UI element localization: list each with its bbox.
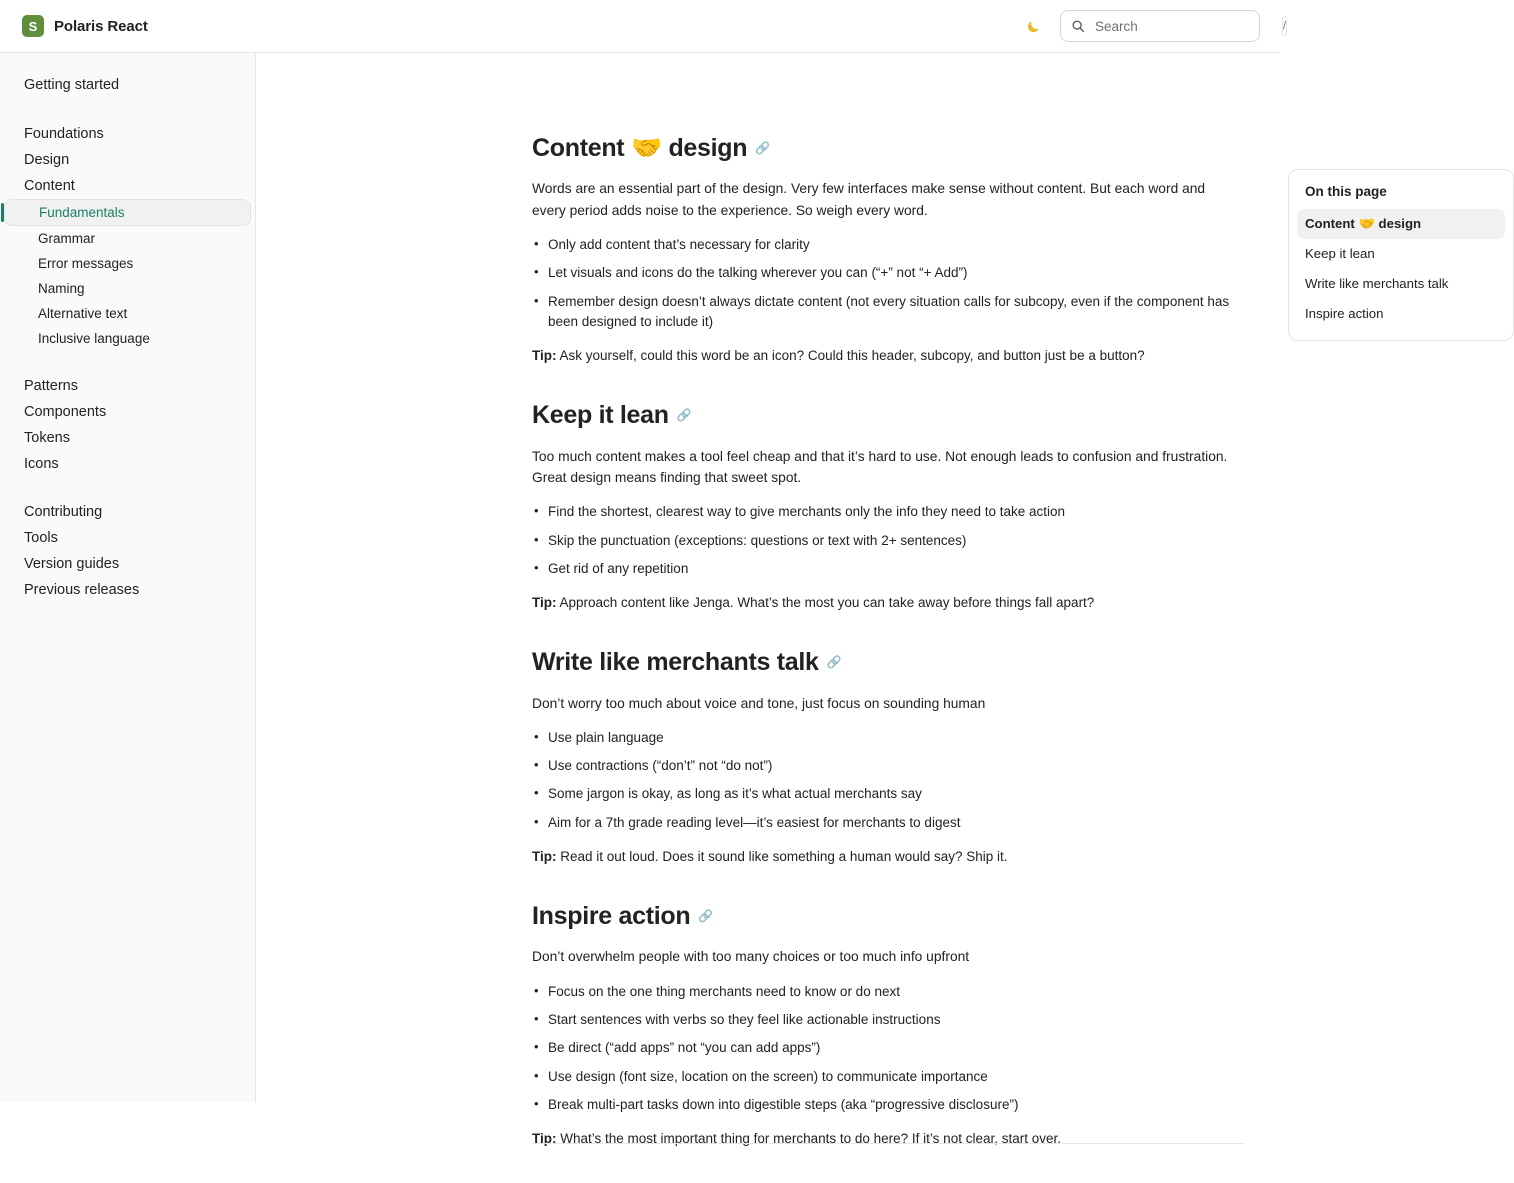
section-heading-text: Content 🤝 design: [532, 134, 748, 162]
top-bar-actions: [1020, 10, 1287, 42]
on-this-page-title: On this page: [1305, 184, 1387, 199]
tip-line: [532, 1129, 1242, 1149]
scrolled-text-fragment: [532, 93, 1242, 111]
sidebar-item-getting-started[interactable]: Getting started: [24, 77, 120, 93]
list-item: • Be direct (“add apps” not “you can add apps”): [534, 1038, 1234, 1058]
list-item: • Focus on the one thing merchants need to know or do next: [534, 982, 1234, 1002]
sidebar-item-foundations[interactable]: Foundations: [24, 126, 104, 142]
sidebar-item-previous-releases[interactable]: Previous releases: [24, 582, 140, 598]
section-intro: Words are an essential part of the design. Very few interfaces make sense without content. But each word and every period adds noise to the experience. So weigh every word.: [532, 181, 1206, 218]
page-title: [532, 133, 1242, 164]
sidebar: [0, 53, 256, 1102]
anchor-link-icon[interactable]: 🔗: [698, 909, 713, 924]
anchor-link-icon[interactable]: 🔗: [755, 141, 770, 156]
bullet-list: [532, 728, 1242, 833]
sidebar-item-label: Fundamentals: [39, 205, 125, 220]
shopify-logo-icon: [22, 15, 44, 37]
toc-item-write-like-merchants-talk[interactable]: Write like merchants talk: [1305, 275, 1449, 291]
tip-label: Tip:: [532, 848, 557, 864]
sidebar-spacer-2: [0, 351, 255, 373]
bullet-list: [532, 502, 1242, 579]
sidebar-item-patterns[interactable]: Patterns: [24, 378, 78, 394]
bullet-list: [532, 982, 1242, 1115]
search-input[interactable]: [1093, 18, 1274, 35]
anchor-link-icon[interactable]: 🔗: [676, 408, 692, 423]
section-heading: [532, 400, 1242, 431]
sidebar-item-design[interactable]: Design: [24, 152, 70, 168]
tip-text: Ask yourself, could this word be an icon? Could this header, subcopy, and button just be a button?: [556, 348, 1145, 363]
list-item: • Skip the punctuation (exceptions: questions or text with 2+ sentences): [534, 531, 1234, 551]
tip-label: Tip:: [532, 1131, 557, 1146]
brand-mark: S: [28, 18, 38, 34]
section-heading: [532, 901, 1242, 932]
search-box[interactable]: [1060, 10, 1287, 42]
tip-line: [532, 593, 1242, 613]
section-inspire-action: [532, 901, 1242, 1149]
article: [532, 53, 1242, 1183]
search-shortcut-key: /: [1282, 16, 1287, 36]
sidebar-item-icons[interactable]: Icons: [24, 456, 59, 472]
sidebar-item-tokens[interactable]: Tokens: [24, 430, 70, 446]
moon-icon[interactable]: [1020, 13, 1046, 39]
section-heading-text: Write like merchants talk: [532, 648, 819, 677]
list-item: • Aim for a 7th grade reading level—it’s easiest for merchants to digest: [534, 813, 1234, 833]
sidebar-spacer-3: [0, 477, 255, 499]
sidebar-item-version-guides[interactable]: Version guides: [24, 556, 120, 572]
anchor-link-icon[interactable]: 🔗: [826, 655, 842, 670]
section-heading: [532, 647, 1242, 678]
sidebar-spacer-1: [0, 99, 255, 121]
list-item: • Some jargon is okay, as long as it’s what actual merchants say: [534, 784, 1234, 804]
brand-name: Polaris React: [54, 17, 148, 35]
tip-label: Tip:: [532, 348, 557, 363]
list-item: • Use plain language: [534, 728, 1234, 748]
tip-text: Read it out loud. Does it sound like something a human would say? Ship it.: [556, 848, 1008, 864]
sidebar-item-inclusive-language[interactable]: Inclusive language: [38, 331, 150, 346]
section-intro: Don’t worry too much about voice and tone, just focus on sounding human: [532, 695, 986, 711]
section-intro: Too much content makes a tool feel cheap and that it’s hard to use. Not enough leads to confusion and frustration. Great design means finding that sweet spot.: [532, 448, 1228, 485]
tip-text: Approach content like Jenga. What’s the most you can take away before things fall apart?: [556, 595, 1095, 610]
list-item: • Use contractions (“don’t” not “do not”): [534, 756, 1234, 776]
search-icon: [1071, 19, 1085, 33]
list-item: • Use design (font size, location on the screen) to communicate importance: [534, 1067, 1234, 1087]
sidebar-item-fundamentals[interactable]: [4, 199, 251, 226]
tip-line: [532, 346, 1242, 366]
section-intro: Don’t overwhelm people with too many choices or too much info upfront: [532, 949, 970, 965]
section-heading-text: Keep it lean: [532, 401, 669, 430]
page-body: [0, 53, 1449, 1146]
sidebar-item-contributing[interactable]: Contributing: [24, 504, 103, 520]
toc-item-inspire-action[interactable]: Inspire action: [1305, 305, 1384, 321]
list-item: • Break multi-part tasks down into digestible steps (aka “progressive disclosure”): [534, 1095, 1234, 1115]
toc-item-keep-it-lean[interactable]: Keep it lean: [1305, 245, 1375, 261]
list-item: • Start sentences with verbs so they feel like actionable instructions: [534, 1010, 1234, 1030]
list-item: • Only add content that’s necessary for clarity: [534, 235, 1234, 255]
sidebar-item-error-messages[interactable]: Error messages: [38, 256, 134, 271]
top-bar: [0, 0, 1287, 53]
tip-label: Tip:: [532, 595, 557, 610]
section-content-design: [532, 133, 1242, 366]
section-keep-it-lean: [532, 400, 1242, 613]
on-this-page-panel: [1288, 169, 1514, 341]
sidebar-item-grammar[interactable]: Grammar: [38, 231, 95, 246]
sidebar-item-naming[interactable]: Naming: [38, 281, 85, 296]
main-content: [256, 53, 1449, 1146]
tip-text: What’s the most important thing for merchants to do here? If it’s not clear, start over.: [556, 1131, 1061, 1146]
sidebar-item-tools[interactable]: Tools: [24, 530, 58, 546]
sidebar-item-components[interactable]: Components: [24, 404, 107, 420]
sidebar-item-content[interactable]: Content: [24, 178, 75, 194]
list-item: • Find the shortest, clearest way to give merchants only the info they need to take action: [534, 502, 1234, 522]
section-write-like-merchants-talk: [532, 647, 1242, 867]
list-item: • Get rid of any repetition: [534, 559, 1234, 579]
bullet-list: [532, 235, 1242, 332]
brand[interactable]: [22, 15, 148, 37]
content-divider: [532, 1143, 1244, 1144]
sidebar-item-alternative-text[interactable]: Alternative text: [38, 306, 128, 321]
toc-item-content-design[interactable]: Content 🤝 design: [1297, 209, 1505, 239]
list-item: • Remember design doesn’t always dictate content (not every situation calls for subcopy, even if the component has been designed to include it): [534, 292, 1234, 333]
list-item: • Let visuals and icons do the talking wherever you can (“+” not “+ Add”): [534, 263, 1234, 283]
tip-line: [532, 847, 1242, 867]
section-heading-text: Inspire action: [532, 902, 691, 931]
